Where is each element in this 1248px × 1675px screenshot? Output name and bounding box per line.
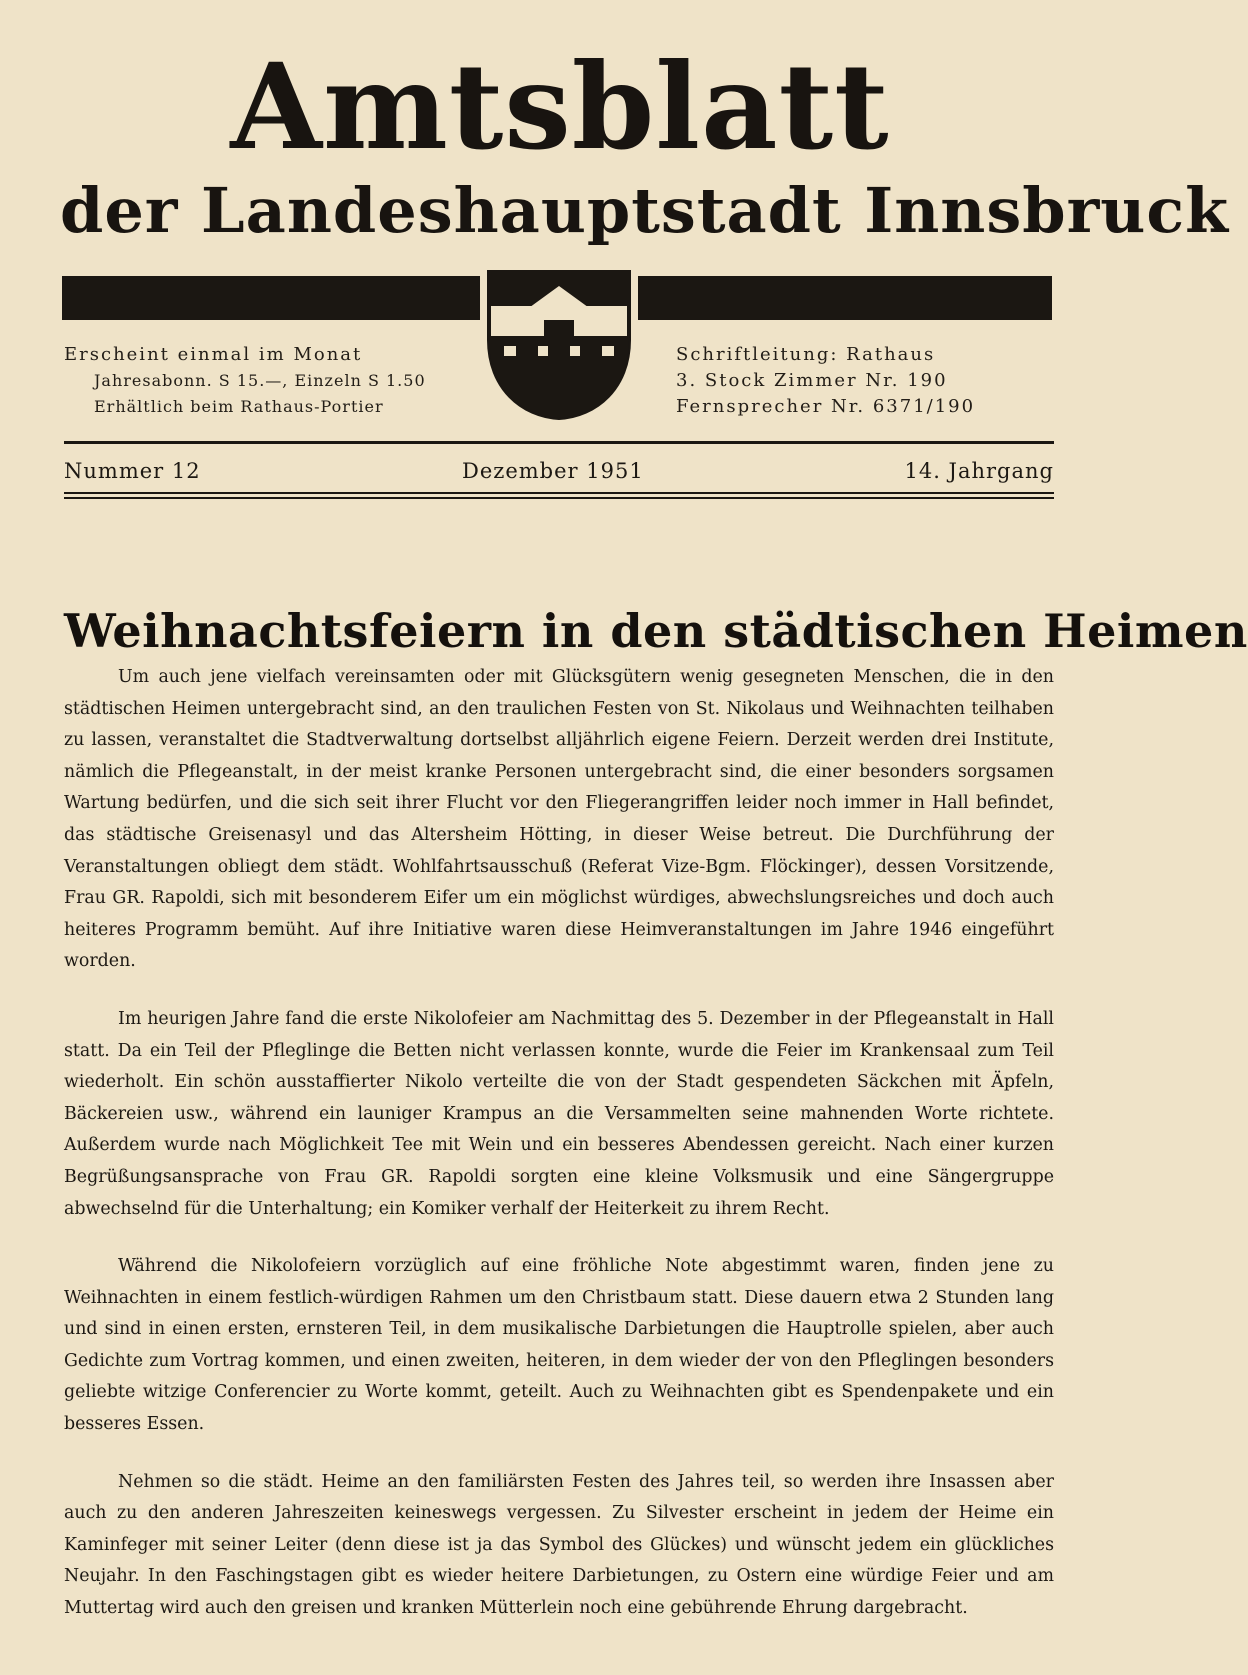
article-paragraph: Im heurigen Jahre fand die erste Nikolofeier am Nachmittag des 5. Dezember in der Pflegeanstalt in Hall statt. Da ein Teil der Pfleglinge die Betten nicht verlassen konnte, wurde die Feier im Krankensaal zum Teil wiederholt. Ein schön ausstaffierter Nikolo verteilte die von der Stadt gespendeten Säckchen mit Äpfeln, Bäckereien usw., während ein launiger Krampus an die Versammelten seine mahnenden Worte richtete. Außerdem wurde nach Möglichkeit Tee mit Wein und ein besseres Abendessen gereicht. Nach einer kurzen Begrüßungsansprache von Frau GR. Rapoldi sorgten eine kleine Volksmusik und eine Sängergruppe abwechselnd für die Unterhaltung; ein Komiker verhalf der Heiterkeit zu ihrem Recht. bbox=[64, 1008, 1054, 1219]
divider-top bbox=[64, 441, 1054, 444]
issue-number: Nummer 12 bbox=[64, 459, 201, 483]
editorial-phone: Fernsprecher Nr. 6371/190 bbox=[676, 396, 976, 417]
article-paragraph: Um auch jene vielfach vereinsamten oder mit Glücksgütern wenig gesegneten Menschen, die in den städtischen Heimen untergebracht sind, an den traulichen Festen von St. Nikolaus und Weihnachten teilhaben zu lassen, veranstaltet die Stadtverwaltung dortselbst alljährlich eigene Feiern. Derzeit werden drei Institute, nämlich die Pflegeanstalt, in der meist kranke Personen untergebracht sind, die einer besonders sorgsamen Wartung bedürfen, und die sich seit ihrer Flucht vor den Fliegerangriffen leider noch immer in Hall befindet, das städtische Greisenasyl und das Altersheim Hötting, in dieser Weise betreut. Die Durchführung der Veranstaltungen obliegt dem städt. Wohlfahrtsausschuß (Referat Vize-Bgm. Flöckinger), dessen Vorsitzende, Frau GR. Rapoldi, sich mit besonderem Eifer um ein möglichst würdiges, abwechslungsreiches und doch auch heiteres Programm bemüht. Auf ihre Initiative waren diese Heimveranstaltungen im Jahre 1946 eingeführt worden. bbox=[64, 667, 1054, 972]
editorial-room: 3. Stock Zimmer Nr. 190 bbox=[676, 370, 948, 391]
article-body bbox=[64, 662, 1054, 1651]
issue-volume: 14. Jahrgang bbox=[904, 459, 1054, 483]
issue-date: Dezember 1951 bbox=[462, 459, 644, 483]
masthead-title: Amtsblatt bbox=[230, 37, 890, 176]
publication-frequency: Erscheint einmal im Monat bbox=[64, 344, 363, 365]
divider-bottom-double bbox=[64, 497, 1054, 499]
article-paragraph: Während die Nikolofeiern vorzüglich auf eine fröhliche Note abgestimmt waren, finden jene zu Weihnachten in einem festlich-würdigen Rahmen um den Christbaum statt. Diese dauern etwa 2 Stunden lang und sind in einen ersten, ernsteren Teil, in dem musikalische Darbietungen die Hauptrolle spielen, aber auch Gedichte zum Vortrag kommen, und einen zweiten, heiteren, in dem wieder der von den Pfleglingen besonders geliebte witzige Conferencier zu Worte kommt, geteilt. Auch zu Weihnachten gibt es Spendenpakete und ein besseres Essen. bbox=[64, 1256, 1054, 1435]
masthead-bar-left bbox=[62, 276, 480, 320]
article-paragraph: Nehmen so die städt. Heime an den familiärsten Festen des Jahres teil, so werden ihre Insassen aber auch zu den anderen Jahreszeiten keineswegs vergessen. Zu Silvester erscheint in jedem der Heime ein Kaminfeger mit seiner Leiter (denn diese ist ja das Symbol des Glückes) und wünscht jedem ein glückliches Neujahr. In den Faschingstagen gibt es wieder heitere Darbietungen, zu Ostern eine würdige Feier und am Muttertag wird auch den greisen und kranken Mütterlein noch eine gebührende Ehrung dargebracht. bbox=[64, 1471, 1054, 1619]
article-headline: Weihnachtsfeiern in den städtischen Heimen bbox=[64, 603, 1248, 658]
innsbruck-coat-of-arms-icon bbox=[486, 270, 632, 420]
masthead-subtitle: der Landeshauptstadt Innsbruck bbox=[60, 174, 1230, 247]
availability-note: Erhältlich beim Rathaus-Portier bbox=[94, 397, 384, 416]
subscription-price: Jahresabonn. S 15.—, Einzeln S 1.50 bbox=[94, 371, 426, 390]
divider-bottom bbox=[64, 492, 1054, 494]
editorial-info bbox=[676, 342, 1056, 420]
editorial-office: Schriftleitung: Rathaus bbox=[676, 344, 936, 365]
publication-info bbox=[64, 342, 464, 420]
masthead-bar-right bbox=[638, 276, 1052, 320]
